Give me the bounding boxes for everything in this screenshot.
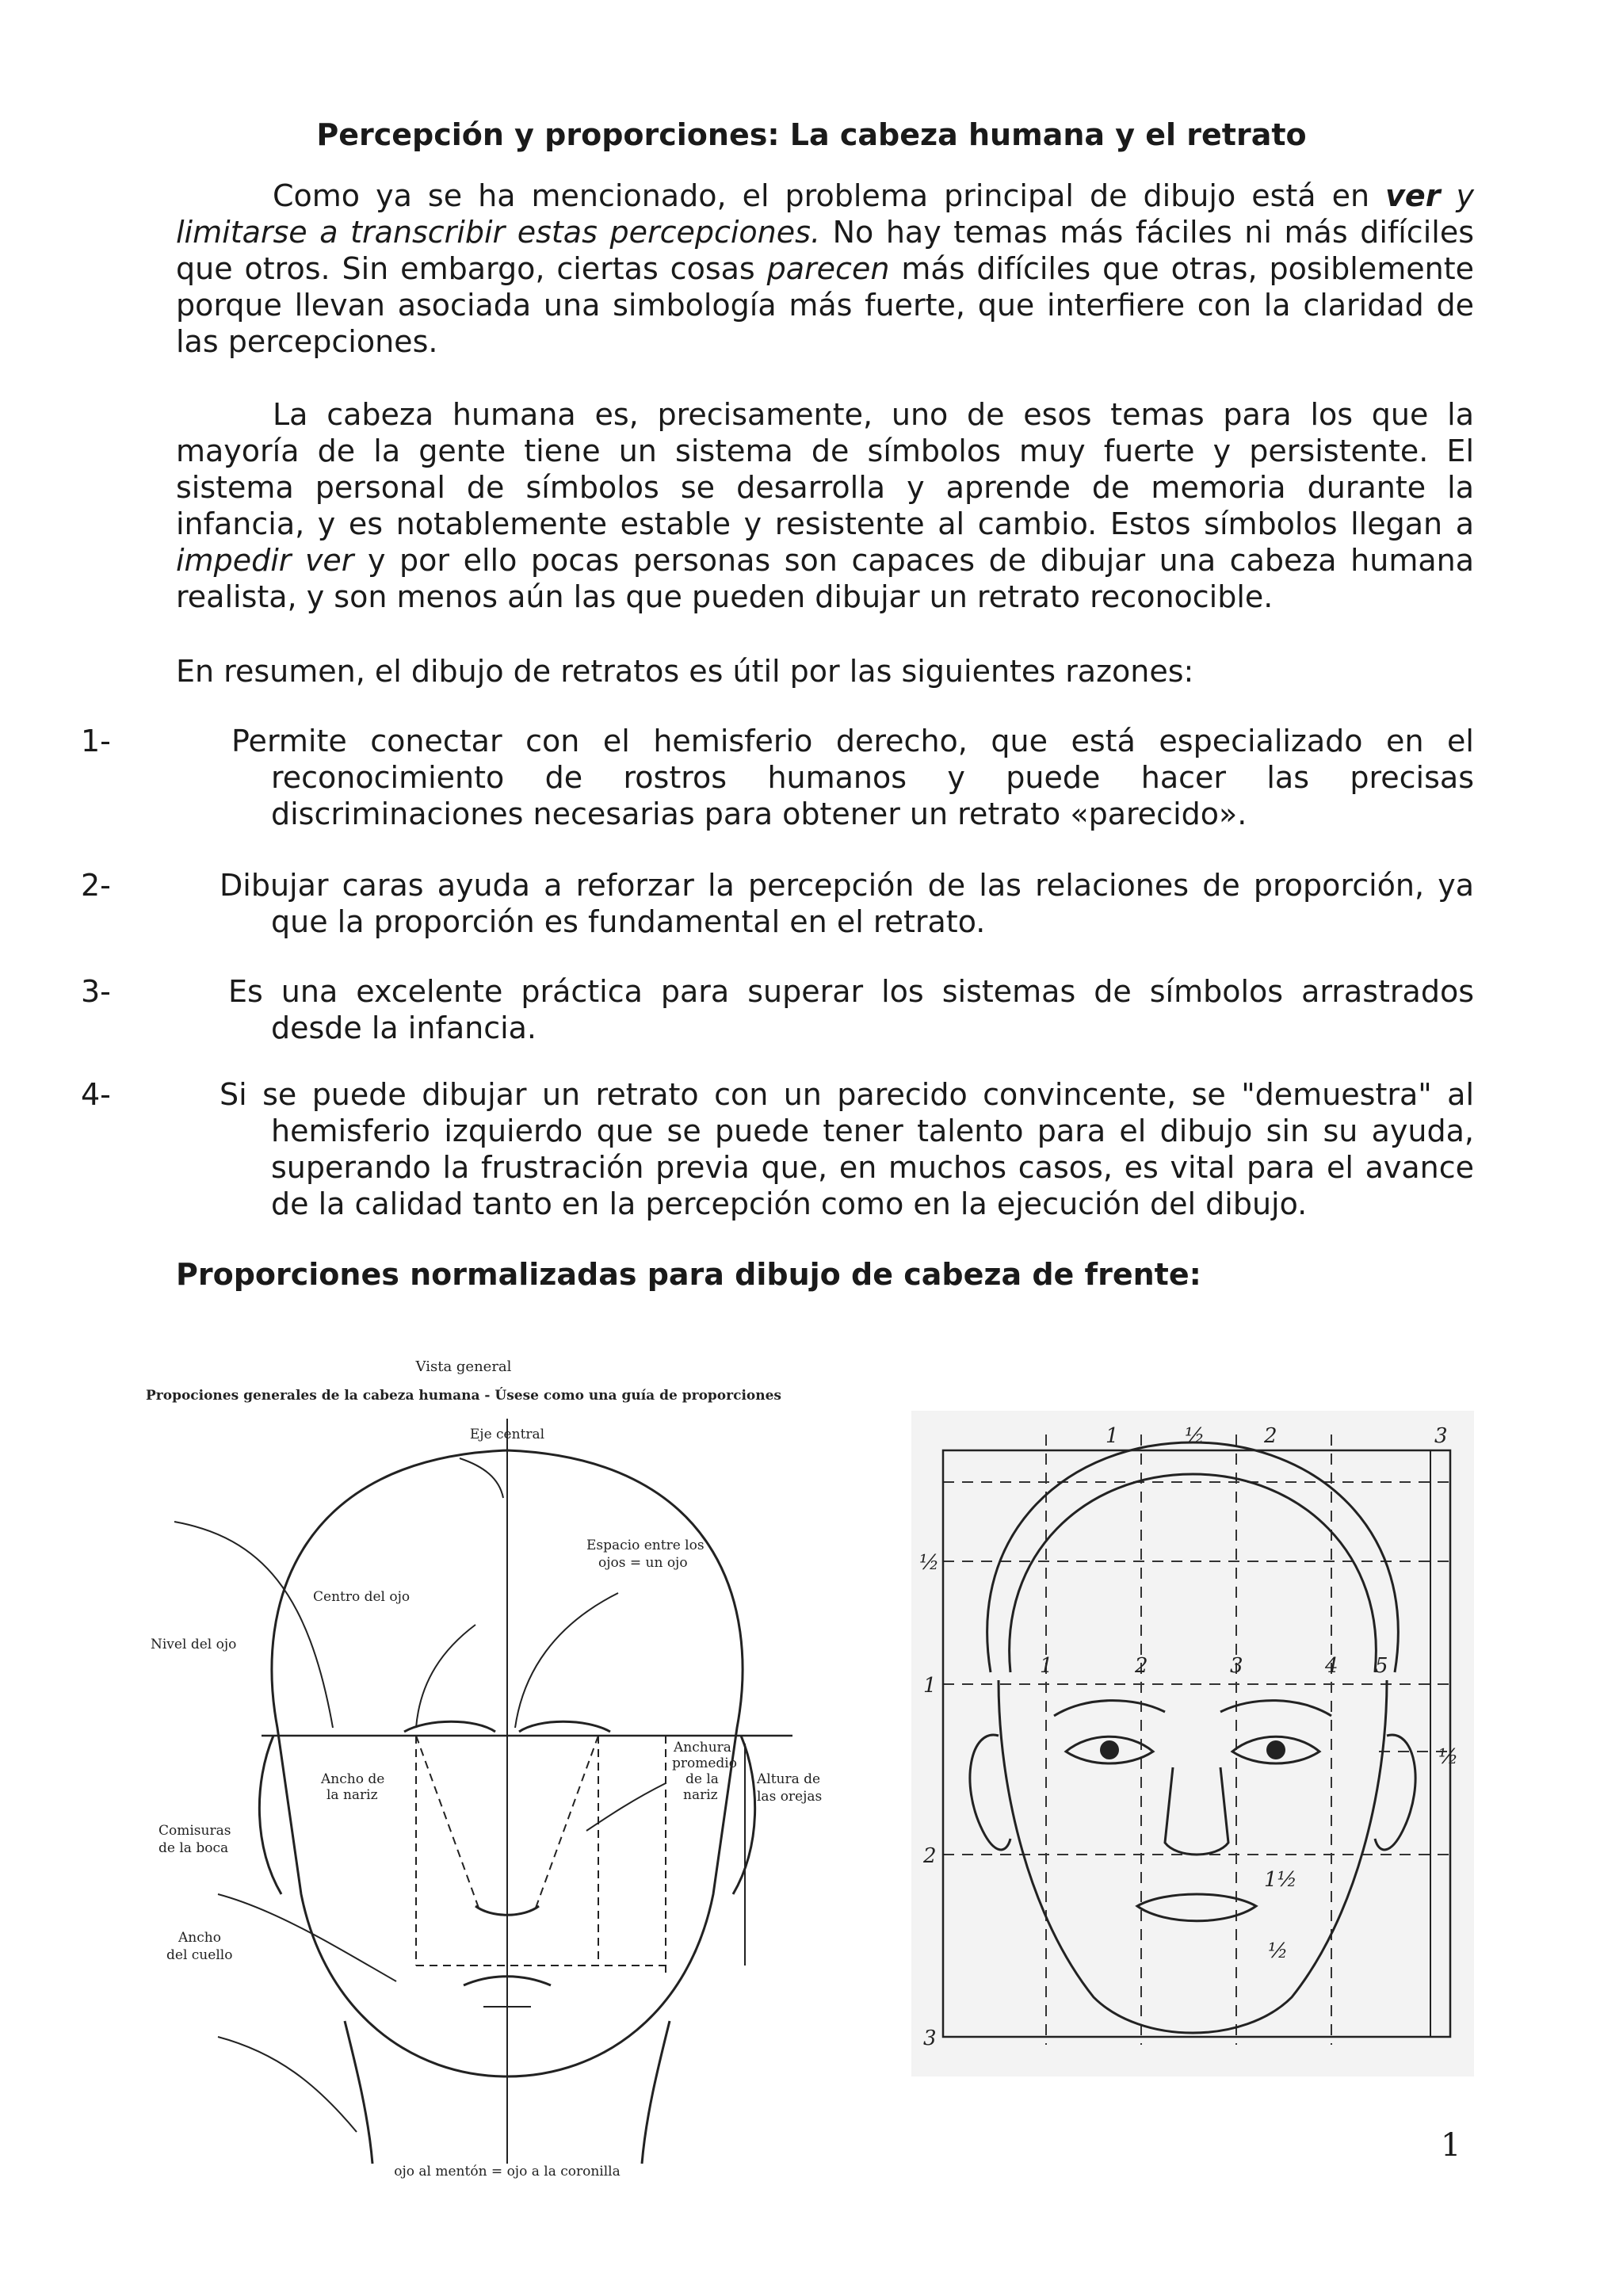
left-mark-3: 3 — [923, 2027, 937, 2050]
inner-mark-one-half: 1½ — [1264, 1868, 1297, 1892]
list-item: 3- Es una excelente práctica para superar los sistemas de símbolos arrastrados desde la infancia. — [81, 974, 1474, 1045]
label-mouth-corners-1: Comisuras — [158, 1823, 231, 1839]
label-neck-width-2: del cuello — [166, 1947, 233, 1963]
drawing-background — [911, 1411, 1474, 2076]
list-item: 1- Permite conectar con el hemisferio derecho, que está especializado en el reconocimiento de rostros humanos y puede hacer las precisas discriminaciones necesarias para obtener un retrato «parecido». — [81, 724, 1474, 831]
right-pupil — [1266, 1740, 1285, 1759]
top-mark-half: ½ — [1185, 1424, 1205, 1448]
neck-width-arrow — [218, 2037, 357, 2132]
label-nose-average-2: promedio — [672, 1755, 737, 1771]
top-mark-3: 3 — [1434, 1424, 1448, 1448]
column-number-5: 5 — [1375, 1654, 1388, 1678]
eye-space-arrow — [515, 1593, 618, 1728]
head-proportions-diagram — [143, 1339, 840, 2179]
label-nose-average-3: de la — [685, 1771, 719, 1787]
eye-level-arrow — [174, 1522, 333, 1728]
paragraph-head: La cabeza humana es, precisamente, uno de esos temas para los que la mayoría de la gente tiene un sistema de símbolos muy fuerte y persistente. El sistema personal de símbolos se desarrolla y aprende de memoria durante la infancia, y es notablemente estable y resistente al cambio. Estos símbolos llegan a impedir ver y por ello pocas personas son capaces de dibujar una cabeza humana realista, y son menos aún las que pueden dibujar un retrato reconocible. — [176, 397, 1474, 614]
left-mark-half: ½ — [919, 1551, 940, 1575]
column-number-4: 4 — [1325, 1654, 1338, 1678]
page-title: Percepción y proporciones: La cabeza humana y el retrato — [316, 117, 1307, 152]
label-nose-average-1: Anchura — [674, 1740, 731, 1755]
label-nose-width-1: Ancho de — [321, 1771, 385, 1787]
face-grid-drawing — [911, 1411, 1474, 2076]
label-eye-level: Nivel del ojo — [151, 1637, 237, 1652]
nose-diagonal-right — [535, 1736, 598, 1910]
paragraph-intro: Como ya se ha mencionado, el problema principal de dibujo está en ver y limitarse a transcribir estas percepciones. No hay temas más fáciles ni más difíciles que otros. Sin embargo, ciertas cosas parecen más difíciles que otras, posiblemente porque llevan asociada una simbología más fuerte, que interfiere con la claridad de las percepciones. — [176, 178, 1474, 359]
label-eye-centre: Centro del ojo — [313, 1589, 411, 1605]
top-mark-2: 2 — [1264, 1424, 1277, 1448]
mouth-corner-arrow — [218, 1894, 396, 1981]
nose-diagonal-left — [416, 1736, 479, 1910]
list-item: 4- Si se puede dibujar un retrato con un parecido convincente, se "demuestra" al hemisferio izquierdo que se puede tener talento para el dibujo sin su ayuda, superando la frustración previa que, en muchos casos, es vital para el avance de la calidad tanto en la percepción como en la ejecución del dibujo. — [81, 1077, 1474, 1221]
label-central-axis: Eje central — [469, 1427, 545, 1442]
neck-left-line — [345, 2021, 372, 2164]
left-eye-shape — [404, 1721, 495, 1732]
right-eye-shape — [519, 1721, 610, 1732]
summary-line: En resumen, el dibujo de retratos es útil por las siguientes razones: — [176, 654, 1194, 689]
label-ear-height-1: Altura de — [757, 1771, 821, 1787]
top-mark-1: 1 — [1106, 1424, 1119, 1448]
label-eye-space-2: ojos = un ojo — [598, 1555, 688, 1571]
label-neck-width-1: Ancho — [178, 1930, 221, 1946]
label-nose-average-4: nariz — [683, 1787, 718, 1803]
figure-caption: ojo al mentón = ojo a la coronilla — [394, 2164, 621, 2179]
column-number-3: 3 — [1230, 1654, 1243, 1678]
label-ear-height-2: las orejas — [757, 1789, 823, 1805]
left-pupil — [1100, 1740, 1119, 1759]
section-heading: Proporciones normalizadas para dibujo de cabeza de frente: — [176, 1257, 1201, 1292]
axis-arrow — [460, 1458, 503, 1498]
label-mouth-corners-2: de la boca — [158, 1840, 229, 1856]
left-mark-1: 1 — [923, 1674, 937, 1698]
figure-title: Vista general — [415, 1358, 512, 1375]
column-number-2: 2 — [1135, 1654, 1148, 1678]
neck-right-line — [642, 2021, 670, 2164]
inner-mark-half: ½ — [1268, 1939, 1289, 1963]
left-mark-2: 2 — [923, 1844, 937, 1868]
column-number-1: 1 — [1040, 1654, 1053, 1678]
centre-eye-arrow — [416, 1625, 475, 1728]
list-item: 2- Dibujar caras ayuda a reforzar la percepción de las relaciones de proporción, ya que la proporción es fundamental en el retrato. — [81, 868, 1474, 939]
label-eye-space-1: Espacio entre los — [586, 1538, 705, 1553]
left-ear-shape — [259, 1736, 281, 1894]
label-nose-width-2: la nariz — [327, 1787, 378, 1803]
figure-subtitle: Propociones generales de la cabeza humana - Úsese como una guía de proporciones — [145, 1388, 782, 1404]
side-mark-half: ½ — [1438, 1745, 1459, 1769]
page-number: 1 — [1441, 2127, 1461, 2164]
